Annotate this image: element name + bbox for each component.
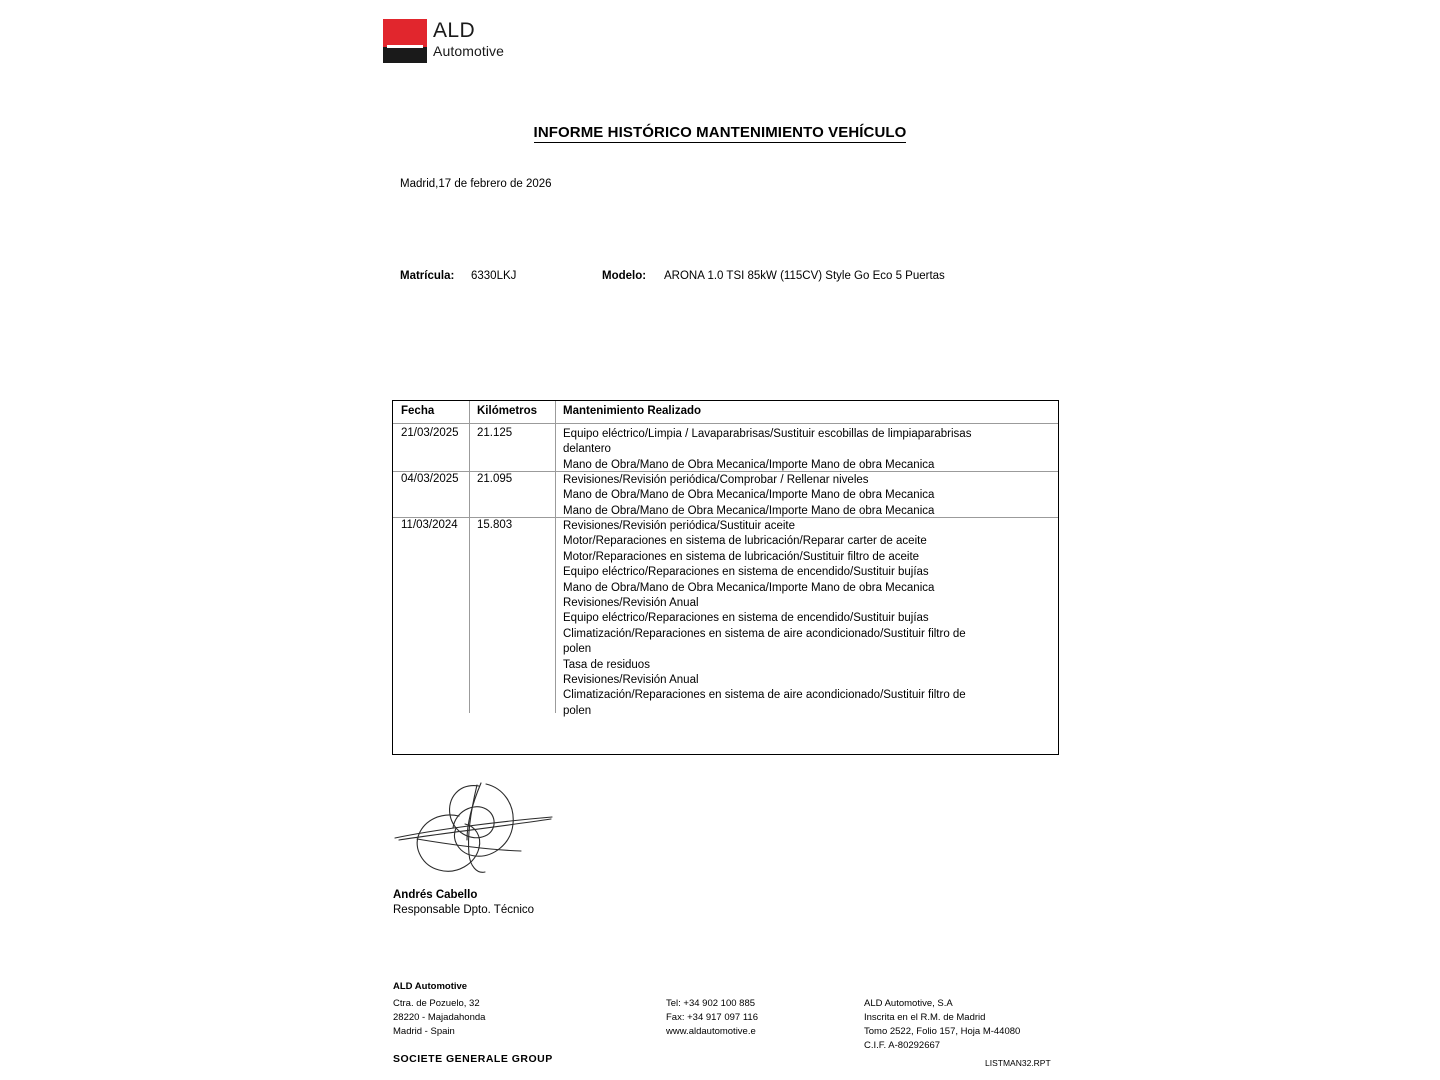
footer-company-name: ALD Automotive [393, 981, 468, 992]
logo-black-block [383, 47, 427, 63]
maintenance-line: Climatización/Reparaciones en sistema de aire acondicionado/Sustituir filtro de polen [563, 627, 966, 656]
table-header-mantenimiento: Mantenimiento Realizado [563, 405, 702, 417]
signature-image [393, 782, 555, 880]
maintenance-line: Revisiones/Revisión Anual [563, 597, 699, 610]
page-title-text: INFORME HISTÓRICO MANTENIMIENTO VEHÍCULO [533, 124, 907, 141]
plate-value: 6330LKJ [471, 270, 517, 282]
footer-contact-line: Tel: +34 902 100 885 [666, 998, 756, 1009]
maintenance-line: Revisiones/Revisión periódica/Sustituir aceite [563, 520, 796, 532]
cell-mantenimiento [563, 427, 983, 473]
plate-label: Matrícula: [400, 270, 455, 282]
maintenance-line: Mano de Obra/Mano de Obra Mecanica/Importe Mano de obra Mecanica [563, 504, 935, 517]
table-row: 21/03/2025 [401, 427, 459, 439]
maintenance-line: Mano de Obra/Mano de Obra Mecanica/Importe Mano de obra Mecanica [563, 581, 935, 594]
column-separator-1 [469, 401, 470, 713]
footer-address-line: 28220 - Majadahonda [393, 1012, 486, 1023]
footer-address-line: Madrid - Spain [393, 1026, 455, 1037]
maintenance-line: Tasa de residuos [563, 658, 650, 671]
signer-name: Andrés Cabello [393, 889, 478, 901]
logo-white-gap [387, 45, 423, 48]
maintenance-history-table [392, 400, 1059, 755]
footer-legal-line: Inscrita en el R.M. de Madrid [864, 1012, 986, 1023]
header-rule [393, 423, 1058, 424]
maintenance-line: Mano de Obra/Mano de Obra Mecanica/Importe Mano de obra Mecanica [563, 489, 935, 502]
cell-kilometros: 21.095 [477, 473, 513, 485]
cell-kilometros: 21.125 [477, 427, 513, 439]
maintenance-line: Motor/Reparaciones en sistema de lubricación/Sustituir filtro de aceite [563, 550, 920, 563]
maintenance-line: Revisiones/Revisión periódica/Comprobar / Rellenar niveles [563, 474, 869, 486]
page-title [0, 124, 1440, 141]
footer-address [393, 997, 485, 1039]
maintenance-line: Equipo eléctrico/Reparaciones en sistema de encendido/Sustituir bujías [563, 612, 929, 625]
signer-role: Responsable Dpto. Técnico [393, 904, 535, 916]
maintenance-line: Climatización/Reparaciones en sistema de aire acondicionado/Sustituir filtro de polen [563, 689, 966, 717]
footer-contact-line: Fax: +34 917 097 116 [666, 1012, 758, 1023]
document-date: Madrid,17 de febrero de 2026 [400, 178, 552, 190]
footer-group-name: SOCIETE GENERALE GROUP [393, 1053, 553, 1065]
table-row: 11/03/2024 [401, 519, 458, 531]
ald-automotive-logo [383, 19, 513, 67]
maintenance-line: Motor/Reparaciones en sistema de lubricación/Reparar carter de aceite [563, 535, 927, 548]
model-value: ARONA 1.0 TSI 85kW (115CV) Style Go Eco 5 Puertas [664, 270, 945, 282]
cell-kilometros: 15.803 [477, 519, 513, 531]
footer-address-line: Ctra. de Pozuelo, 32 [393, 998, 480, 1009]
footer-contact-line: www.aldautomotive.e [666, 1026, 756, 1037]
column-separator-2 [555, 401, 556, 713]
maintenance-line: Equipo eléctrico/Limpia / Lavaparabrisas/Sustituir escobillas de limpiaparabrisas delantero [563, 428, 972, 456]
logo-text-ald: ALD [433, 19, 476, 42]
cell-mantenimiento [563, 519, 983, 719]
maintenance-line: Mano de Obra/Mano de Obra Mecanica/Importe Mano de obra Mecanica [563, 458, 935, 471]
ald-logo-mark-icon [383, 19, 427, 63]
logo-text-automotive: Automotive [433, 43, 505, 59]
footer-contact [666, 997, 758, 1039]
logo-wordmark [433, 19, 523, 60]
model-label: Modelo: [602, 270, 647, 282]
table-row: 04/03/2025 [401, 473, 459, 485]
handwritten-signature-icon [393, 782, 555, 880]
footer-legal-info [864, 997, 1020, 1053]
footer-legal-line: Tomo 2522, Folio 157, Hoja M-44080 [864, 1026, 1021, 1037]
cell-mantenimiento [563, 473, 983, 519]
table-header-fecha: Fecha [401, 405, 435, 417]
maintenance-line: Revisiones/Revisión Anual [563, 674, 699, 687]
maintenance-line: Equipo eléctrico/Reparaciones en sistema de encendido/Sustituir bujías [563, 566, 929, 579]
footer-legal-line: C.I.F. A-80292667 [864, 1040, 941, 1051]
table-header-kilometros: Kilómetros [477, 405, 538, 417]
report-code: LISTMAN32.RPT [985, 1058, 1051, 1068]
footer-legal-line: ALD Automotive, S.A [864, 998, 953, 1009]
